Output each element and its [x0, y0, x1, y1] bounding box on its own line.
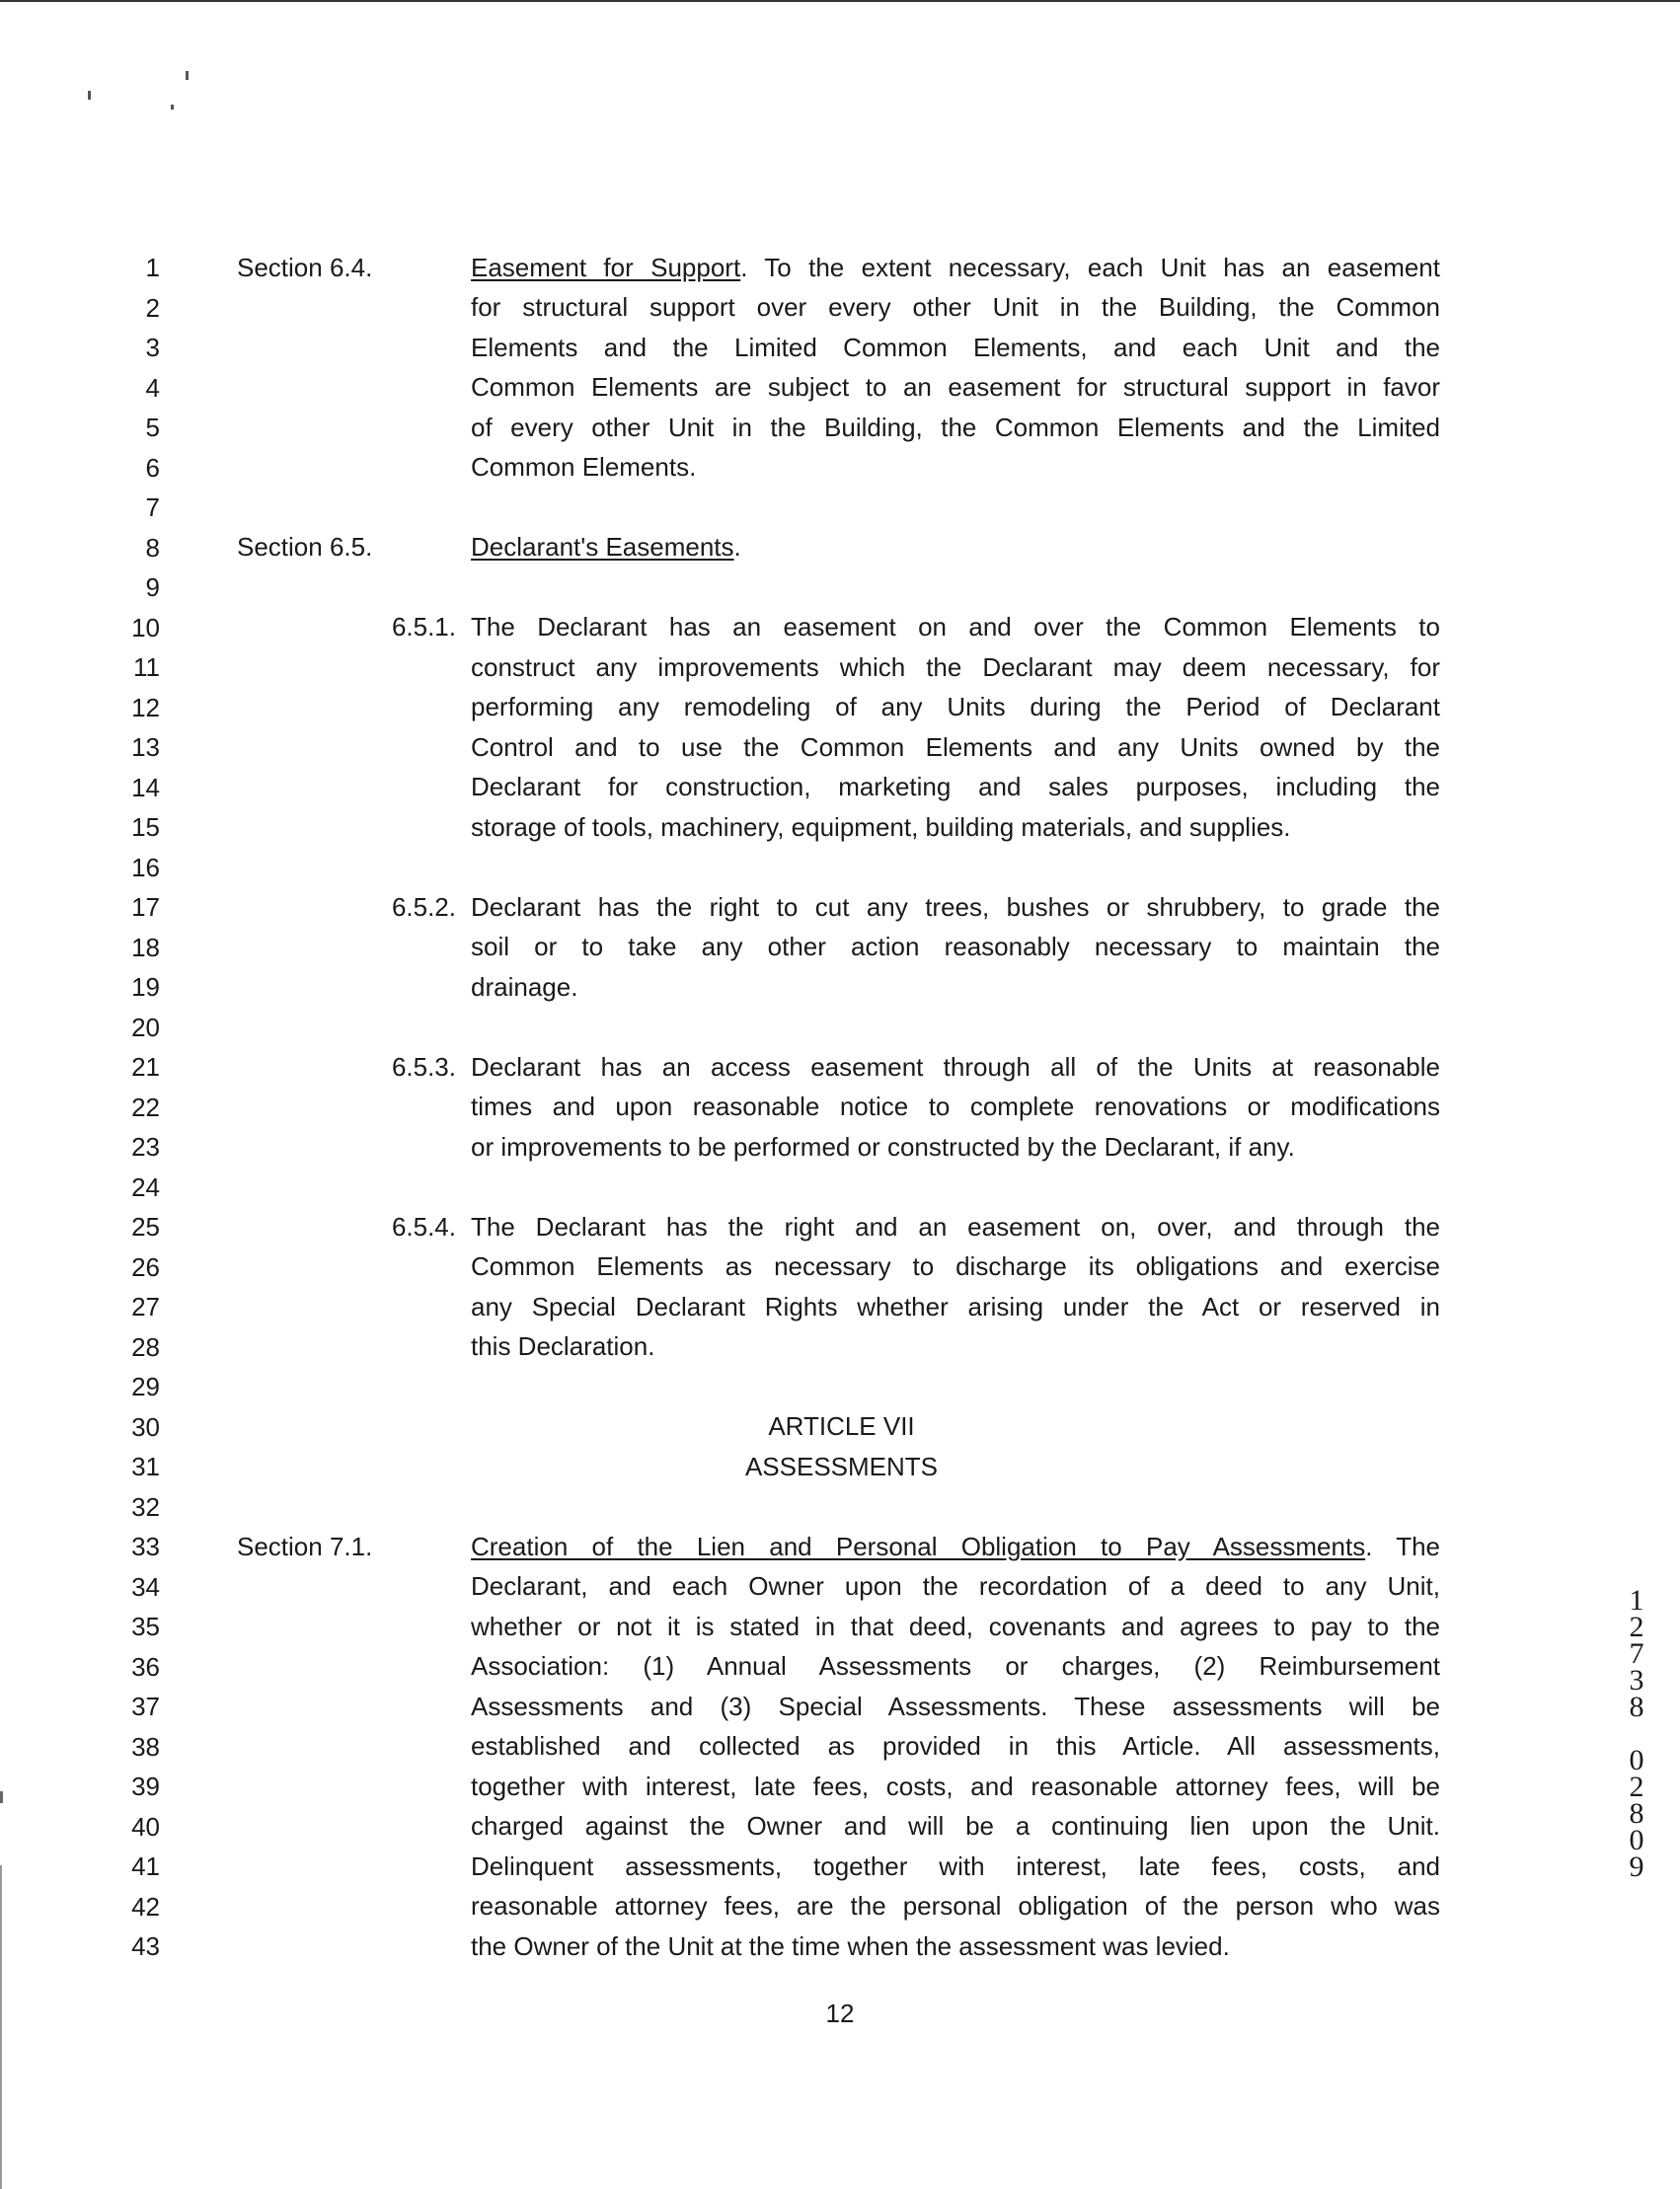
subsection-6-5-2-line: drainage.: [471, 972, 578, 1002]
recording-number-digit: 0: [1629, 1824, 1644, 1856]
section-7-1-line: established and collected as provided in this Article. All assessments,: [471, 1731, 1440, 1761]
line-number: 40: [131, 1812, 160, 1842]
line-number: 22: [131, 1093, 160, 1122]
section-7-1-line: reasonable attorney fees, are the personal obligation of the person who was: [471, 1891, 1440, 1921]
section-6-4-line: of every other Unit in the Building, the Common Elements and the Limited: [471, 413, 1440, 442]
line-number: 2: [145, 293, 160, 323]
recording-number-digit: 8: [1629, 1797, 1644, 1830]
scan-edge-mark: [0, 1865, 2, 2189]
line-number: 43: [131, 1931, 160, 1961]
line-number: 42: [131, 1892, 160, 1922]
line-number: 12: [131, 693, 160, 722]
subsection-6-5-4-line: this Declaration.: [471, 1331, 655, 1361]
line-number: 4: [145, 373, 160, 403]
subsection-6-5-1-line: performing any remodeling of any Units during the Period of Declarant: [471, 692, 1440, 721]
subsection-6-5-4-line: any Special Declarant Rights whether arising under the Act or reserved in: [471, 1292, 1440, 1321]
subsection-6-5-1-line: construct any improvements which the Declarant may deem necessary, for: [471, 652, 1440, 682]
section-7-1-line: together with interest, late fees, costs, and reasonable attorney fees, will be: [471, 1772, 1440, 1801]
section-7-1-line: Delinquent assessments, together with interest, late fees, costs, and: [471, 1851, 1440, 1881]
recording-number-digit: 3: [1629, 1664, 1644, 1697]
scan-speck: [88, 91, 91, 100]
recording-number-digit: 8: [1629, 1691, 1644, 1723]
recording-number-digit: 9: [1629, 1850, 1644, 1883]
line-number: 29: [131, 1372, 160, 1401]
line-number: 5: [145, 413, 160, 442]
line-number: 3: [145, 333, 160, 362]
section-7-1-label: Section 7.1.: [237, 1532, 373, 1561]
line-number: 21: [131, 1052, 160, 1082]
section-6-4-line: Elements and the Limited Common Elements, and each Unit and the: [471, 333, 1440, 362]
line-number: 26: [131, 1252, 160, 1282]
line-number: 32: [131, 1492, 160, 1522]
line-number: 41: [131, 1851, 160, 1881]
line-number: 25: [131, 1212, 160, 1242]
section-7-1-line: whether or not it is stated in that deed, covenants and agrees to pay to the: [471, 1612, 1440, 1641]
line-number: 14: [131, 773, 160, 802]
line-number: 19: [131, 972, 160, 1002]
subsection-6-5-4-line: The Declarant has the right and an easement on, over, and through the: [471, 1212, 1440, 1242]
subsection-6-5-1-line: Control and to use the Common Elements and any Units owned by the: [471, 732, 1440, 762]
section-7-1-line: Declarant, and each Owner upon the recordation of a deed to any Unit,: [471, 1571, 1440, 1601]
subsection-6-5-4-label: 6.5.4.: [391, 1212, 456, 1242]
line-number: 9: [145, 572, 160, 602]
scan-top-border: [0, 0, 1680, 2]
line-number: 36: [131, 1652, 160, 1682]
subsection-6-5-3-line: or improvements to be performed or constructed by the Declarant, if any.: [471, 1132, 1295, 1162]
scan-speck: [186, 71, 189, 80]
scan-speck: [171, 105, 174, 110]
line-number: 34: [131, 1572, 160, 1602]
line-number: 7: [145, 492, 160, 522]
article-title: ASSESSMENTS: [744, 1452, 939, 1481]
line-number: 31: [131, 1452, 160, 1481]
subsection-6-5-2-line: soil or to take any other action reasonably necessary to maintain the: [471, 932, 1440, 961]
line-number: 10: [131, 613, 160, 642]
line-number: 15: [131, 812, 160, 842]
subsection-6-5-1-line: The Declarant has an easement on and over the Common Elements to: [471, 612, 1440, 642]
subsection-6-5-3-line: times and upon reasonable notice to complete renovations or modifications: [471, 1092, 1440, 1121]
section-7-1-heading: Creation of the Lien and Personal Obligation to Pay Assessments: [471, 1532, 1366, 1561]
line-number: 27: [131, 1292, 160, 1321]
article-number: ARTICLE VII: [768, 1411, 915, 1441]
line-number: 20: [131, 1013, 160, 1042]
section-6-5-label: Section 6.5.: [237, 532, 373, 562]
section-6-4-label: Section 6.4.: [237, 253, 373, 282]
recording-number-digit: 1: [1629, 1584, 1644, 1617]
line-number: 39: [131, 1772, 160, 1801]
section-6-4-line: Easement for Support. To the extent necessary, each Unit has an easement: [471, 253, 1440, 282]
line-number: 38: [131, 1732, 160, 1762]
line-number: 35: [131, 1612, 160, 1641]
section-6-4-line: Common Elements are subject to an easement for structural support in favor: [471, 372, 1440, 402]
subsection-6-5-3-label: 6.5.3.: [391, 1052, 456, 1082]
line-number: 24: [131, 1172, 160, 1202]
recording-number-vertical: [1625, 1584, 1648, 1883]
recording-number-digit: 2: [1629, 1771, 1644, 1803]
section-6-4-heading: Easement for Support: [471, 253, 741, 282]
line-number: 1: [145, 253, 160, 282]
subsection-6-5-2-line: Declarant has the right to cut any trees, bushes or shrubbery, to grade the: [471, 892, 1440, 922]
recording-number-digit: 2: [1629, 1611, 1644, 1643]
line-number: 11: [133, 652, 160, 682]
line-number: 16: [131, 853, 160, 882]
line-number: 13: [131, 732, 160, 762]
line-number: 23: [131, 1132, 160, 1162]
section-7-1-line: Assessments and (3) Special Assessments. These assessments will be: [471, 1692, 1440, 1721]
section-7-1-line: the Owner of the Unit at the time when the assessment was levied.: [471, 1931, 1230, 1961]
subsection-6-5-1-label: 6.5.1.: [391, 612, 456, 642]
line-number: 33: [131, 1532, 160, 1561]
section-6-5-line: Declarant's Easements.: [471, 532, 741, 562]
line-number: 18: [131, 933, 160, 962]
subsection-6-5-3-line: Declarant has an access easement through all of the Units at reasonable: [471, 1052, 1440, 1082]
section-7-1-line: Creation of the Lien and Personal Obligation to Pay Assessments. The: [471, 1532, 1441, 1561]
page-number: 12: [825, 1999, 855, 2028]
subsection-6-5-4-line: Common Elements as necessary to discharge its obligations and exercise: [471, 1251, 1440, 1281]
line-number: 17: [131, 892, 160, 922]
section-6-4-line: for structural support over every other Unit in the Building, the Common: [471, 292, 1440, 322]
subsection-6-5-1-line: Declarant for construction, marketing and sales purposes, including the: [471, 772, 1440, 801]
section-7-1-line: Association: (1) Annual Assessments or charges, (2) Reimbursement: [471, 1651, 1440, 1681]
subsection-6-5-1-line: storage of tools, machinery, equipment, building materials, and supplies.: [471, 812, 1291, 842]
section-7-1-line: charged against the Owner and will be a continuing lien upon the Unit.: [471, 1811, 1440, 1841]
line-number: 30: [131, 1412, 160, 1442]
section-6-4-line: Common Elements.: [471, 452, 697, 482]
line-number: 8: [145, 533, 160, 563]
scan-edge-mark: [0, 1791, 3, 1803]
recording-number-digit: [1625, 1720, 1648, 1747]
line-number: 28: [131, 1332, 160, 1362]
recording-number-digit: 0: [1629, 1744, 1644, 1776]
subsection-6-5-2-label: 6.5.2.: [391, 892, 456, 922]
recording-number-digit: 7: [1629, 1637, 1644, 1670]
line-number: 37: [131, 1692, 160, 1721]
line-number: 6: [145, 453, 160, 483]
section-6-5-heading: Declarant's Easements: [471, 532, 734, 562]
